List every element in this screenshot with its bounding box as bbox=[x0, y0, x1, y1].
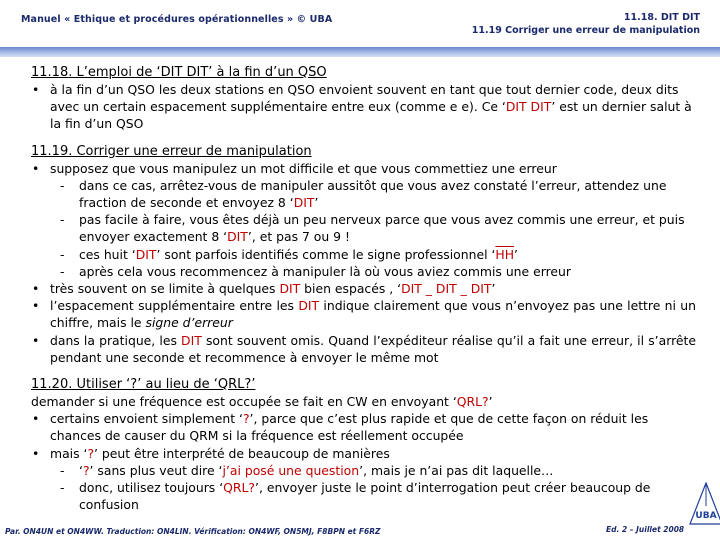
header-section-line-1: 11.18. DIT DIT bbox=[623, 12, 700, 23]
dash-item bbox=[31, 211, 696, 245]
text: demander si une fréquence est occupée se fait en CW en envoyant ‘ bbox=[31, 394, 457, 410]
dash-item bbox=[31, 246, 696, 263]
text: sont souvent omis. Quand l’expéditeur réalise qu’il a fait une erreur, il s’arrête pendant une seconde et recommence à envoyer le même mot bbox=[50, 332, 696, 365]
highlight-text: DIT bbox=[293, 195, 315, 211]
highlight-text: $\overline{HH}$ bbox=[495, 246, 515, 262]
text: certains envoient simplement ‘ bbox=[50, 411, 243, 427]
slide-content bbox=[31, 64, 696, 513]
text: ‘ bbox=[79, 462, 83, 478]
text: ’ bbox=[488, 394, 493, 410]
text: ’ est un dernier salut à la fin d’un QSO bbox=[50, 99, 692, 132]
text: ’ sont parfois identifiés comme le signe professionnel ‘ bbox=[156, 246, 496, 262]
header-section-line-2: 11.19 Corriger une erreur de manipulation bbox=[471, 25, 700, 36]
text: ’, parce que c’est plus rapide et que de cette façon on réduit les chances de causer du QRM si la fréquence est réellement occupée bbox=[50, 411, 649, 444]
text: à la fin d’un QSO les deux stations en QSO envoient souvent en tant que tout dernier code, deux dits avec un certain espacement supplémentaire entre eux (comme e e). Ce ‘ bbox=[50, 82, 679, 115]
text: ’, envoyer juste le point d’interrogation peut créer beaucoup de confusion bbox=[79, 480, 651, 513]
text: ’ bbox=[314, 195, 319, 211]
highlight-text: DIT DIT bbox=[505, 99, 552, 115]
highlight-text: QRL? bbox=[456, 394, 489, 410]
highlight-text: QRL? bbox=[223, 480, 255, 496]
highlight-text: ? bbox=[82, 462, 90, 478]
paragraph bbox=[31, 393, 696, 410]
text: ’ bbox=[491, 281, 496, 297]
highlight-text: DIT bbox=[135, 246, 157, 262]
text: donc, utilisez toujours ‘ bbox=[79, 480, 224, 496]
text: très souvent on se limite à quelques bbox=[50, 281, 280, 297]
section-title-11-18: 11.18. L’emploi de ‘DIT DIT’ à la fin d’un QSO bbox=[31, 65, 327, 80]
bullet-item bbox=[31, 297, 696, 331]
dash-item bbox=[31, 479, 696, 513]
highlight-text: DIT bbox=[279, 281, 301, 297]
text: indique clairement que vous n’envoyez pas une lettre ni un chiffre, mais le bbox=[50, 298, 696, 331]
highlight-text: DIT bbox=[181, 332, 202, 348]
text: ’, et pas 7 ou 9 ! bbox=[247, 229, 350, 245]
highlight-text: ? bbox=[242, 411, 250, 427]
text: dans ce cas, arrêtez-vous de manipuler aussitôt que vous avez constaté l’erreur, attendez une fraction de seconde et envoyez 8 ‘ bbox=[79, 177, 667, 211]
section-title-11-20: 11.20. Utiliser ‘?’ au lieu de ‘QRL?’ bbox=[31, 377, 256, 393]
logo-text: UBA bbox=[695, 511, 717, 521]
text: mais ‘ bbox=[50, 445, 88, 461]
text: ’ sans plus veut dire ‘ bbox=[89, 462, 223, 478]
highlight-text: DIT _ DIT _ DIT bbox=[401, 281, 492, 297]
bullet-item bbox=[31, 410, 696, 444]
text: ’, mais je n’ai pas dit laquelle… bbox=[359, 462, 554, 478]
highlight-text: ? bbox=[87, 445, 95, 461]
dash-item bbox=[31, 177, 696, 211]
bullet-item bbox=[31, 445, 696, 462]
uba-logo bbox=[689, 482, 720, 528]
bullet-item bbox=[31, 332, 696, 366]
highlight-text: DIT bbox=[227, 229, 248, 245]
header-section-info bbox=[472, 11, 700, 37]
text: bien espacés , ‘ bbox=[300, 281, 402, 297]
text: pas facile à faire, vous êtes déjà un peu nerveux parce que vous avez commis une erreur, et puis envoyer exactement 8 ‘ bbox=[79, 212, 685, 245]
text: ’ peut être interprété de beaucoup de manières bbox=[94, 445, 390, 461]
bullet-item: • supposez que vous manipulez un mot difficile et que vous commettiez une erreur bbox=[31, 160, 696, 177]
bullet-item bbox=[31, 81, 696, 133]
text: dans la pratique, les bbox=[50, 332, 182, 348]
dash-item bbox=[31, 462, 696, 479]
dash-item: - après cela vous recommencez à manipuler là où vous aviez commis une erreur bbox=[31, 263, 696, 280]
section-title-11-19: 11.19. Corriger une erreur de manipulation bbox=[31, 143, 312, 159]
text: ces huit ‘ bbox=[79, 246, 136, 262]
italic-text: signe d’erreur bbox=[145, 315, 233, 331]
bullet-item bbox=[31, 280, 696, 297]
header-manual-title: Manuel « Ethique et procédures opérationnelles » © UBA bbox=[21, 14, 333, 25]
footer-credits: Par. ON4UN et ON4WW. Traduction: ON4LIN. Vérification: ON4WF, ON5MJ, F8BPN et F6RZ bbox=[5, 527, 381, 536]
footer-edition: Ed. 2 – Juillet 2008 bbox=[606, 525, 685, 534]
header-gradient-bar bbox=[0, 47, 720, 57]
text: l’espacement supplémentaire entre les bbox=[50, 298, 299, 314]
highlight-text: j’ai posé une question bbox=[222, 462, 360, 478]
text: ’ bbox=[514, 246, 518, 262]
highlight-text: DIT bbox=[298, 298, 320, 314]
